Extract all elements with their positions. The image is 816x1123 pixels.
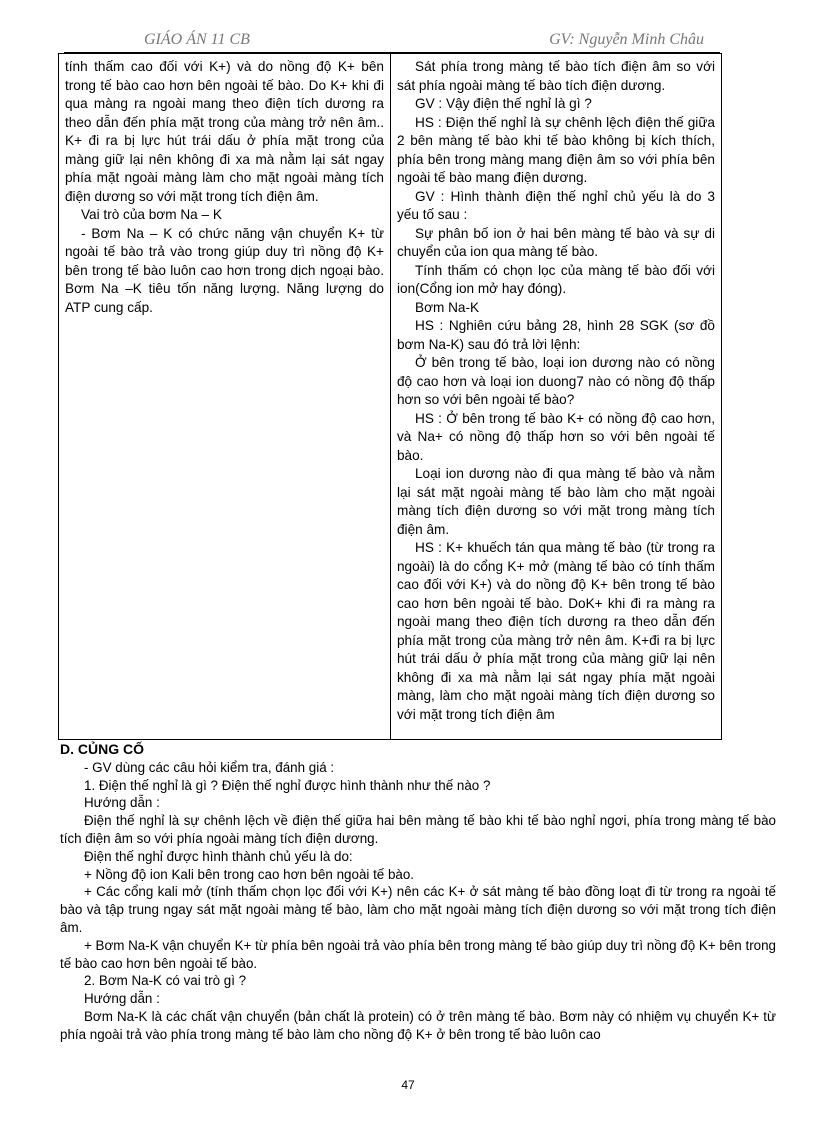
section-line: + Các cổng kali mở (tính thấm chọn lọc đối với K+) nên các K+ ở sát màng tế bào đồng loạt đi từ trong ra ngoài tế bào và tập trung ngay sát mặt ngoài màng tế bào, làm cho mặt ngoài màng tích điện dương so với mặt trong tích điện âm. (60, 884, 776, 935)
left-paragraph: tính thấm cao đối với K+) và do nồng độ K+ bên trong tế bào cao hơn bên ngoài tế bào. Do K+ khi đi qua màng ra ngoài mang theo điện tích dương ra theo dẫn đến phía mặt trong của màng trở nên âm.. K+ đi ra bị lực hút trái dấu ở phía mặt trong của màng giữ lại nên không đi xa mà nằm lại sát ngay phía mặt ngoài màng làm cho mặt ngoài màng tích điện dương so với mặt trong tích điện âm. (65, 59, 384, 204)
table-right-column (391, 54, 721, 739)
right-paragraph: Bơm Na-K (415, 299, 480, 315)
section-line: Bơm Na-K là các chất vận chuyển (bản chất là protein) có ở trên màng tế bào. Bơm này có nhiệm vụ chuyển K+ từ phía ngoài trả vào phía trong màng tế bào làm cho nồng độ K+ ở bên trong tế bào luôn cao (60, 1008, 776, 1042)
table-left-column (59, 54, 391, 739)
section-line: Hướng dẫn : (84, 795, 160, 811)
left-paragraph: - Bơm Na – K có chức năng vận chuyển K+ từ ngoài tế bào trả vào trong giúp duy trì nồng độ K+ bên trong tế bào luôn cao hơn trong dịch ngoại bào. Bơm Na –K tiêu tốn năng lượng. Năng lượng do ATP cung cấp. (65, 225, 384, 315)
section-line: - GV dùng các câu hỏi kiểm tra, đánh giá : (84, 759, 335, 775)
header-lesson-title: GIÁO ÁN 11 CB (144, 31, 250, 48)
section-line: + Nồng độ ion Kali bên trong cao hơn bên ngoài tế bào. (84, 866, 415, 882)
right-paragraph: Sát phía trong màng tế bào tích điện âm so với sát phía ngoài màng tế bào tích điện dương. (397, 59, 715, 93)
section-heading: D. CỦNG CỐ (60, 741, 144, 757)
right-paragraph: HS : Ở bên trong tế bào K+ có nồng độ cao hơn, và Na+ có nồng độ thấp hơn so với bên ngoài tế bào. (397, 410, 715, 463)
right-paragraph: HS : Nghiên cứu bảng 28, hình 28 SGK (sơ đồ bơm Na-K) sau đó trả lời lệnh: (397, 318, 715, 352)
right-paragraph: Loại ion dương nào đi qua màng tế bào và nằm lại sát mặt ngoài màng tế bào làm cho mặt ngoài màng tích điện dương so với mặt trong màng tích điện âm. (397, 466, 715, 537)
lesson-table (58, 53, 722, 740)
right-paragraph: GV : Hình thành điện thế nghỉ chủ yếu là do 3 yếu tố sau : (397, 188, 715, 222)
section-line: Điện thế nghỉ là sự chênh lệch về điện thế giữa hai bên màng tế bào khi tế bào nghỉ ngơi, phía trong màng tế bào tích điện âm so với phía ngoài màng tích điện dương. (60, 813, 776, 846)
right-paragraph: Ở bên trong tế bào, loại ion dương nào có nồng độ cao hơn và loại ion duong7 nào có nồng độ thấp hơn so với bên ngoài tế bào? (397, 355, 715, 407)
section-line: Hướng dẫn : (84, 991, 160, 1007)
left-paragraph: Vai trò của bơm Na – K (81, 207, 222, 222)
section-line: + Bơm Na-K vận chuyển K+ từ phía bên ngoài trả vào phía bên trong màng tế bào giúp duy trì nồng độ K+ bên trong tế bào cao hơn bên ngoài tế bào. (60, 937, 776, 971)
right-paragraph: Tính thấm có chọn lọc của màng tế bào đối với ion(Cổng ion mở hay đóng). (397, 262, 715, 296)
right-paragraph: Sự phân bố ion ở hai bên màng tế bào và sự di chuyển của ion qua màng tế bào. (397, 225, 715, 259)
section-line: Điện thế nghỉ được hình thành chủ yếu là do: (84, 848, 353, 864)
right-paragraph: HS : Điện thế nghỉ là sự chênh lệch điện thế giữa 2 bên màng tế bào khi tế bào không bị kích thích, phía bên trong màng mang điện âm so với phía bên ngoài tế bào mang điện dương. (397, 114, 715, 185)
right-paragraph: GV : Vậy điện thế nghỉ là gì ? (415, 96, 592, 111)
consolidation-section (60, 741, 776, 1044)
section-line: 2. Bơm Na-K có vai trò gì ? (84, 973, 247, 989)
header-teacher-name: GV: Nguyễn Minh Châu (549, 31, 704, 48)
page-header (64, 30, 720, 53)
section-line: 1. Điện thế nghỉ là gì ? Điện thế nghỉ được hình thành như thế nào ? (84, 777, 491, 793)
right-paragraph: HS : K+ khuếch tán qua màng tế bào (từ trong ra ngoài) là do cổng K+ mở (màng tế bào có tính thấm cao đối với K+) và do nồng độ K+ bên trong tế bào cao hơn bên ngoài tế bào. DoK+ khi đi ra màng ra ngoài mang theo điện tích dương ra theo dẫn đến phía mặt trong của màng trở nên âm. K+đi ra bị lực hút trái dấu ở phía mặt trong của màng giữ lại nên không đi xa mà nằm lại sát ngay phía mặt ngoài màng, làm cho mặt ngoài màng tích điện dương so với mặt trong tích điện âm (397, 540, 715, 722)
page-number: 47 (401, 1078, 415, 1092)
